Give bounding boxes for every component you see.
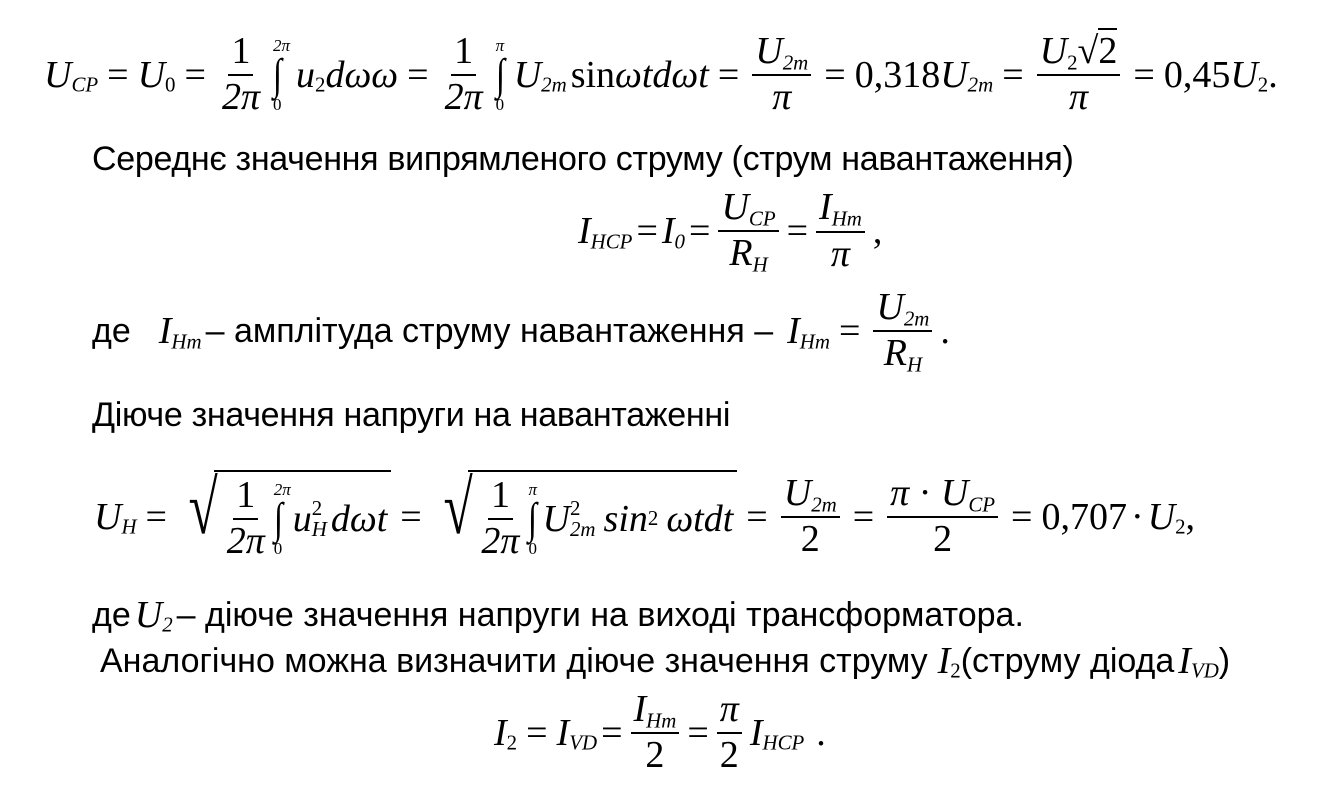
denominator: 2π — [221, 75, 260, 118]
sub-two: 2 — [1257, 72, 1269, 97]
integral-sign — [496, 37, 508, 113]
equals-sign: = — [526, 711, 548, 754]
fraction-ihm-over-2 — [631, 688, 680, 778]
denominator: 2 — [645, 734, 665, 777]
symbol-i: I — [937, 639, 951, 682]
differential: ωtdt — [666, 497, 734, 540]
equation-mean-voltage — [44, 30, 1278, 120]
equals-sign: = — [717, 53, 740, 96]
symbol-u-lower: u — [296, 53, 316, 96]
symbol-u: U — [137, 53, 166, 96]
sub-cp: CP — [968, 491, 996, 516]
sub-two: 2 — [1175, 514, 1186, 539]
text-analogous: Аналогічно можна визначити діюче значення струму — [100, 641, 928, 680]
symbol-u: U — [542, 497, 570, 540]
sub-two: 2 — [506, 730, 518, 755]
equation-rms-voltage — [94, 466, 1196, 563]
symbol-i: I — [494, 711, 507, 754]
sin-function: sin — [603, 497, 648, 540]
denominator: π — [772, 76, 792, 119]
text-de: де — [92, 312, 131, 351]
sub-two: 2 — [950, 658, 961, 683]
text-line-mean-current: Середнє значення випрямленого струму (струм навантаження) — [92, 140, 1074, 178]
numerator: 1 — [488, 474, 513, 520]
symbol-pi: π — [890, 471, 910, 514]
coefficient-0707: 0,707 — [1041, 495, 1127, 538]
equals-sign: = — [145, 495, 167, 538]
equals-sign: = — [687, 711, 709, 754]
sub-hm: Hm — [171, 328, 202, 353]
sub-vd: VD — [569, 730, 598, 755]
line-analogous-current — [100, 640, 1230, 681]
fraction-u2m-over-2 — [781, 472, 840, 562]
denominator: 2 — [719, 733, 739, 776]
sub-2m: 2m — [811, 491, 837, 516]
sub-cp: CP — [71, 72, 99, 97]
sub-hm: Hm — [799, 328, 830, 353]
denominator: 2π — [481, 519, 520, 562]
symbol-i: I — [749, 711, 763, 754]
equals-sign: = — [838, 310, 861, 353]
equals-sign: = — [786, 210, 809, 253]
period: . — [816, 711, 826, 754]
line-amplitude-definition — [92, 286, 950, 377]
sub-h: H — [752, 252, 768, 277]
symbol-u: U — [1039, 30, 1068, 72]
text-u2-definition: – діюче значення напруги на виході трансформатора. — [176, 595, 1024, 634]
sup-two: 2 — [311, 495, 323, 520]
fraction-pi-ucp-over-2 — [887, 472, 998, 562]
sub-two: 2 — [162, 612, 173, 637]
equation-mean-current — [578, 186, 882, 277]
denominator: 2π — [444, 75, 483, 118]
symbol-r: R — [729, 232, 753, 275]
equals-sign: = — [1002, 53, 1024, 96]
symbol-i: I — [158, 310, 172, 353]
symbol-r: R — [883, 332, 907, 375]
integral-lower-limit: 0 — [272, 94, 282, 114]
symbol-u: U — [721, 186, 749, 228]
sup-two: 2 — [569, 495, 581, 520]
equals-sign: = — [636, 210, 658, 253]
numerator: π — [717, 688, 742, 734]
comma: , — [1185, 495, 1196, 538]
equals-sign: = — [184, 53, 206, 96]
sup-two: 2 — [647, 506, 659, 531]
text-de: де — [92, 595, 131, 634]
equals-sign: = — [852, 495, 875, 538]
symbol-i: I — [787, 310, 800, 353]
fraction-u2-sqrt2-over-pi — [1037, 30, 1121, 120]
numerator: 1 — [228, 30, 253, 76]
sqrt-symbol: √ — [1077, 30, 1099, 72]
sqrt-symbol: √ — [443, 466, 473, 550]
line-u2-definition — [92, 594, 1024, 635]
symbol-u: U — [1147, 495, 1176, 538]
equals-sign: = — [689, 210, 711, 253]
radical-1 — [176, 466, 391, 563]
sub-hcp: HCP — [762, 730, 805, 755]
denominator: 2π — [226, 519, 265, 562]
symbol-i: I — [578, 210, 591, 253]
integral-upper-limit: π — [528, 479, 537, 499]
text-diode-current: (струму діода — [960, 641, 1175, 680]
fraction-u2m-over-rh — [873, 286, 932, 377]
sub-hm: Hm — [646, 708, 677, 733]
symbol-u-lower: u — [292, 497, 312, 540]
radicand: 2 — [1098, 30, 1118, 72]
fraction-one-over-2pi — [478, 474, 522, 563]
sub-two: 2 — [1067, 50, 1078, 75]
period: . — [940, 310, 950, 353]
sub-2m: 2m — [782, 50, 809, 75]
integral-symbol: ∫ — [528, 493, 538, 543]
sub-2m: 2m — [569, 516, 596, 541]
comma: , — [872, 210, 883, 253]
differential: dωt — [330, 497, 388, 540]
period: . — [1268, 53, 1278, 96]
fraction-one-over-2pi — [442, 30, 486, 119]
equals-sign: = — [1133, 53, 1155, 96]
integral-upper-limit: π — [495, 36, 505, 56]
fraction-ucp-over-rh — [718, 186, 778, 277]
equals-sign: = — [107, 53, 129, 96]
integral-lower-limit: 0 — [273, 538, 283, 558]
integral-symbol: ∫ — [273, 493, 283, 543]
dot-operator: · — [918, 471, 932, 514]
symbol-u: U — [940, 53, 968, 96]
integral-lower-limit: 0 — [495, 94, 505, 114]
numerator: 1 — [233, 474, 258, 520]
sub-2m: 2m — [967, 72, 994, 97]
integral-sign — [273, 37, 290, 113]
sub-2m: 2m — [903, 306, 930, 331]
sub-two: 2 — [315, 72, 326, 97]
sub-h: H — [121, 514, 137, 539]
sqrt-symbol: √ — [188, 466, 218, 550]
differential: ωtdωt — [615, 53, 709, 96]
integral-upper-limit: 2π — [273, 479, 291, 499]
integral-sign — [274, 481, 291, 557]
sub-cp: CP — [748, 206, 776, 231]
fraction-one-over-2pi — [219, 30, 263, 119]
text-line-rms-voltage: Діюче значення напруги на навантаженні — [92, 396, 731, 434]
fraction-one-over-2pi — [224, 474, 268, 563]
symbol-u: U — [134, 593, 163, 636]
symbol-i: I — [1178, 639, 1191, 682]
sub-vd: VD — [1190, 658, 1219, 683]
fraction-ihm-over-pi — [816, 186, 865, 276]
integral-sign — [528, 481, 540, 557]
sub-2m: 2m — [541, 72, 567, 97]
radical-2 — [431, 466, 738, 563]
symbol-u: U — [876, 286, 904, 328]
numerator: 1 — [451, 30, 476, 76]
text-amplitude: – амплітуда струму навантаження – — [205, 312, 774, 351]
integral-symbol: ∫ — [272, 50, 283, 100]
sub-zero: 0 — [165, 72, 176, 97]
symbol-u: U — [94, 495, 122, 538]
sub-h: H — [311, 516, 327, 541]
symbol-u: U — [755, 30, 783, 72]
symbol-u: U — [940, 471, 969, 514]
closing-paren: ) — [1218, 641, 1231, 680]
symbol-i: I — [661, 210, 675, 253]
equals-sign: = — [407, 53, 429, 96]
coefficient-045: 0,45 — [1163, 53, 1231, 96]
symbol-u: U — [513, 53, 542, 96]
coefficient-0318: 0,318 — [854, 53, 941, 96]
integral-symbol: ∫ — [495, 50, 505, 100]
equals-sign: = — [601, 711, 623, 754]
denominator: 2 — [800, 518, 820, 560]
differential: dωω — [325, 53, 399, 96]
fraction-u2m-over-pi — [752, 30, 811, 120]
symbol-u: U — [783, 471, 812, 514]
sub-hcp: HCP — [590, 228, 633, 253]
equals-sign: = — [824, 53, 846, 96]
denominator: 2 — [933, 518, 953, 560]
equals-sign: = — [1011, 495, 1033, 538]
fraction-pi-over-2 — [717, 688, 742, 777]
integral-lower-limit: 0 — [528, 538, 537, 558]
sin-function: sin — [570, 53, 616, 96]
dot-operator: · — [1130, 495, 1144, 538]
equation-rms-current — [494, 688, 826, 778]
symbol-i: I — [819, 186, 832, 229]
equals-sign: = — [746, 495, 768, 538]
denominator: π — [830, 232, 850, 275]
symbol-u: U — [1230, 53, 1258, 96]
sub-zero: 0 — [674, 228, 685, 253]
sub-h: H — [906, 352, 923, 377]
denominator: π — [1069, 76, 1089, 119]
symbol-i: I — [633, 688, 647, 730]
equals-sign: = — [400, 495, 422, 538]
integral-upper-limit: 2π — [272, 36, 291, 56]
symbol-u: U — [44, 53, 72, 96]
sub-hm: Hm — [831, 206, 862, 231]
symbol-i: I — [556, 711, 570, 754]
